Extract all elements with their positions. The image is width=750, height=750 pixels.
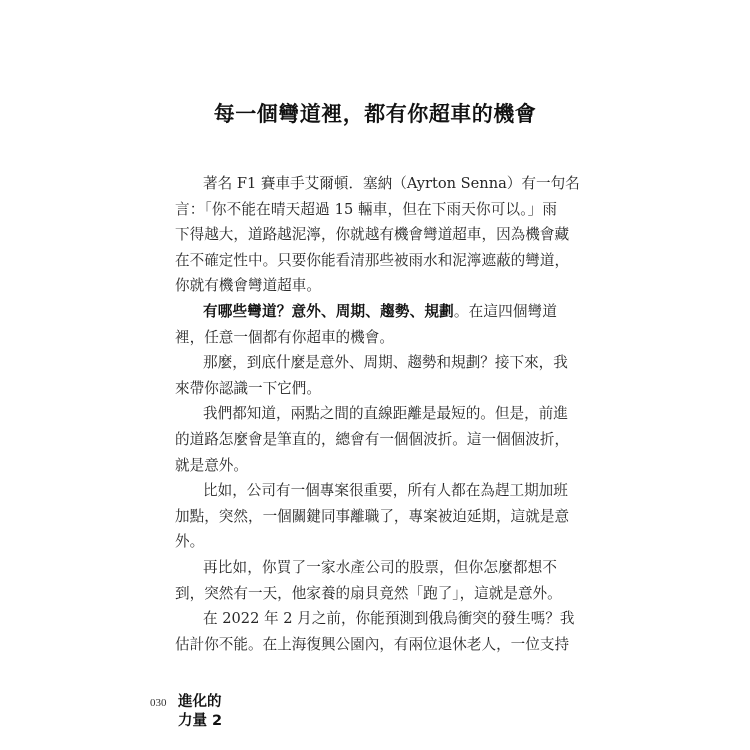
text-line: 外。 bbox=[175, 533, 205, 551]
text-line: 來帶你認識一下它們。 bbox=[175, 379, 321, 397]
text-line: 你就有機會彎道超車。 bbox=[175, 277, 321, 295]
text-line: 就是意外。 bbox=[175, 456, 248, 474]
text-line: 比如，公司有一個專案很重要，所有人都在為趕工期加班 bbox=[203, 482, 568, 500]
text-line: 在不確定性中。只要你能看清那些被雨水和泥濘遮蔽的彎道， bbox=[175, 251, 570, 269]
text-line: 那麼，到底什麼是意外、周期、趨勢和規劃？接下來，我 bbox=[203, 354, 568, 372]
bold-emphasis: 有哪些彎道？意外、周期、趨勢、規劃 bbox=[203, 302, 454, 320]
book-title-line-1: 進化的 bbox=[178, 694, 222, 710]
text-line: 下得越大，道路越泥濘，你就越有機會彎道超車，因為機會藏 bbox=[175, 226, 570, 244]
body-text bbox=[175, 171, 580, 657]
text-line bbox=[175, 299, 557, 325]
paragraph-3 bbox=[175, 350, 568, 401]
text-line: 加點，突然，一個關鍵同事離職了，專案被迫延期，這就是意 bbox=[175, 507, 570, 525]
text-line: 著名 F1 賽車手艾爾頓．塞納（Ayrton Senna）有一句名 bbox=[203, 175, 580, 192]
paragraph-5 bbox=[175, 478, 570, 555]
text-line: 裡，任意一個都有你超車的機會。 bbox=[175, 328, 394, 346]
book-title-footer bbox=[178, 693, 222, 731]
book-title-line-2: 力量 2 bbox=[178, 713, 223, 729]
paragraph-2 bbox=[175, 299, 557, 350]
text-line: 的道路怎麼會是筆直的，總會有一個個波折。這一個個波折， bbox=[175, 430, 570, 448]
paragraph-1 bbox=[175, 171, 580, 299]
page-number: 030 bbox=[150, 697, 167, 709]
text-line: 言：「你不能在晴天超過 15 輛車，但在下雨天你可以。」雨 bbox=[175, 200, 557, 218]
chapter-title: 每一個彎道裡，都有你超車的機會 bbox=[213, 101, 537, 126]
text-line: 估計你不能。在上海復興公園內，有兩位退休老人，一位支持 bbox=[175, 635, 570, 653]
text-line: 再比如，你買了一家水產公司的股票，但你怎麼都想不 bbox=[203, 558, 557, 576]
paragraph-7 bbox=[175, 606, 575, 657]
paragraph-6 bbox=[175, 555, 562, 606]
text-line-rest: 。在這四個彎道 bbox=[453, 302, 557, 320]
text-line: 我們都知道，兩點之間的直線距離是最短的。但是，前進 bbox=[203, 405, 568, 423]
text-line: 在 2022 年 2 月之前，你能預測到俄烏衝突的發生嗎？我 bbox=[203, 610, 575, 628]
paragraph-4 bbox=[175, 401, 570, 478]
text-line: 到，突然有一天，他家養的扇貝竟然「跑了」，這就是意外。 bbox=[175, 584, 562, 602]
